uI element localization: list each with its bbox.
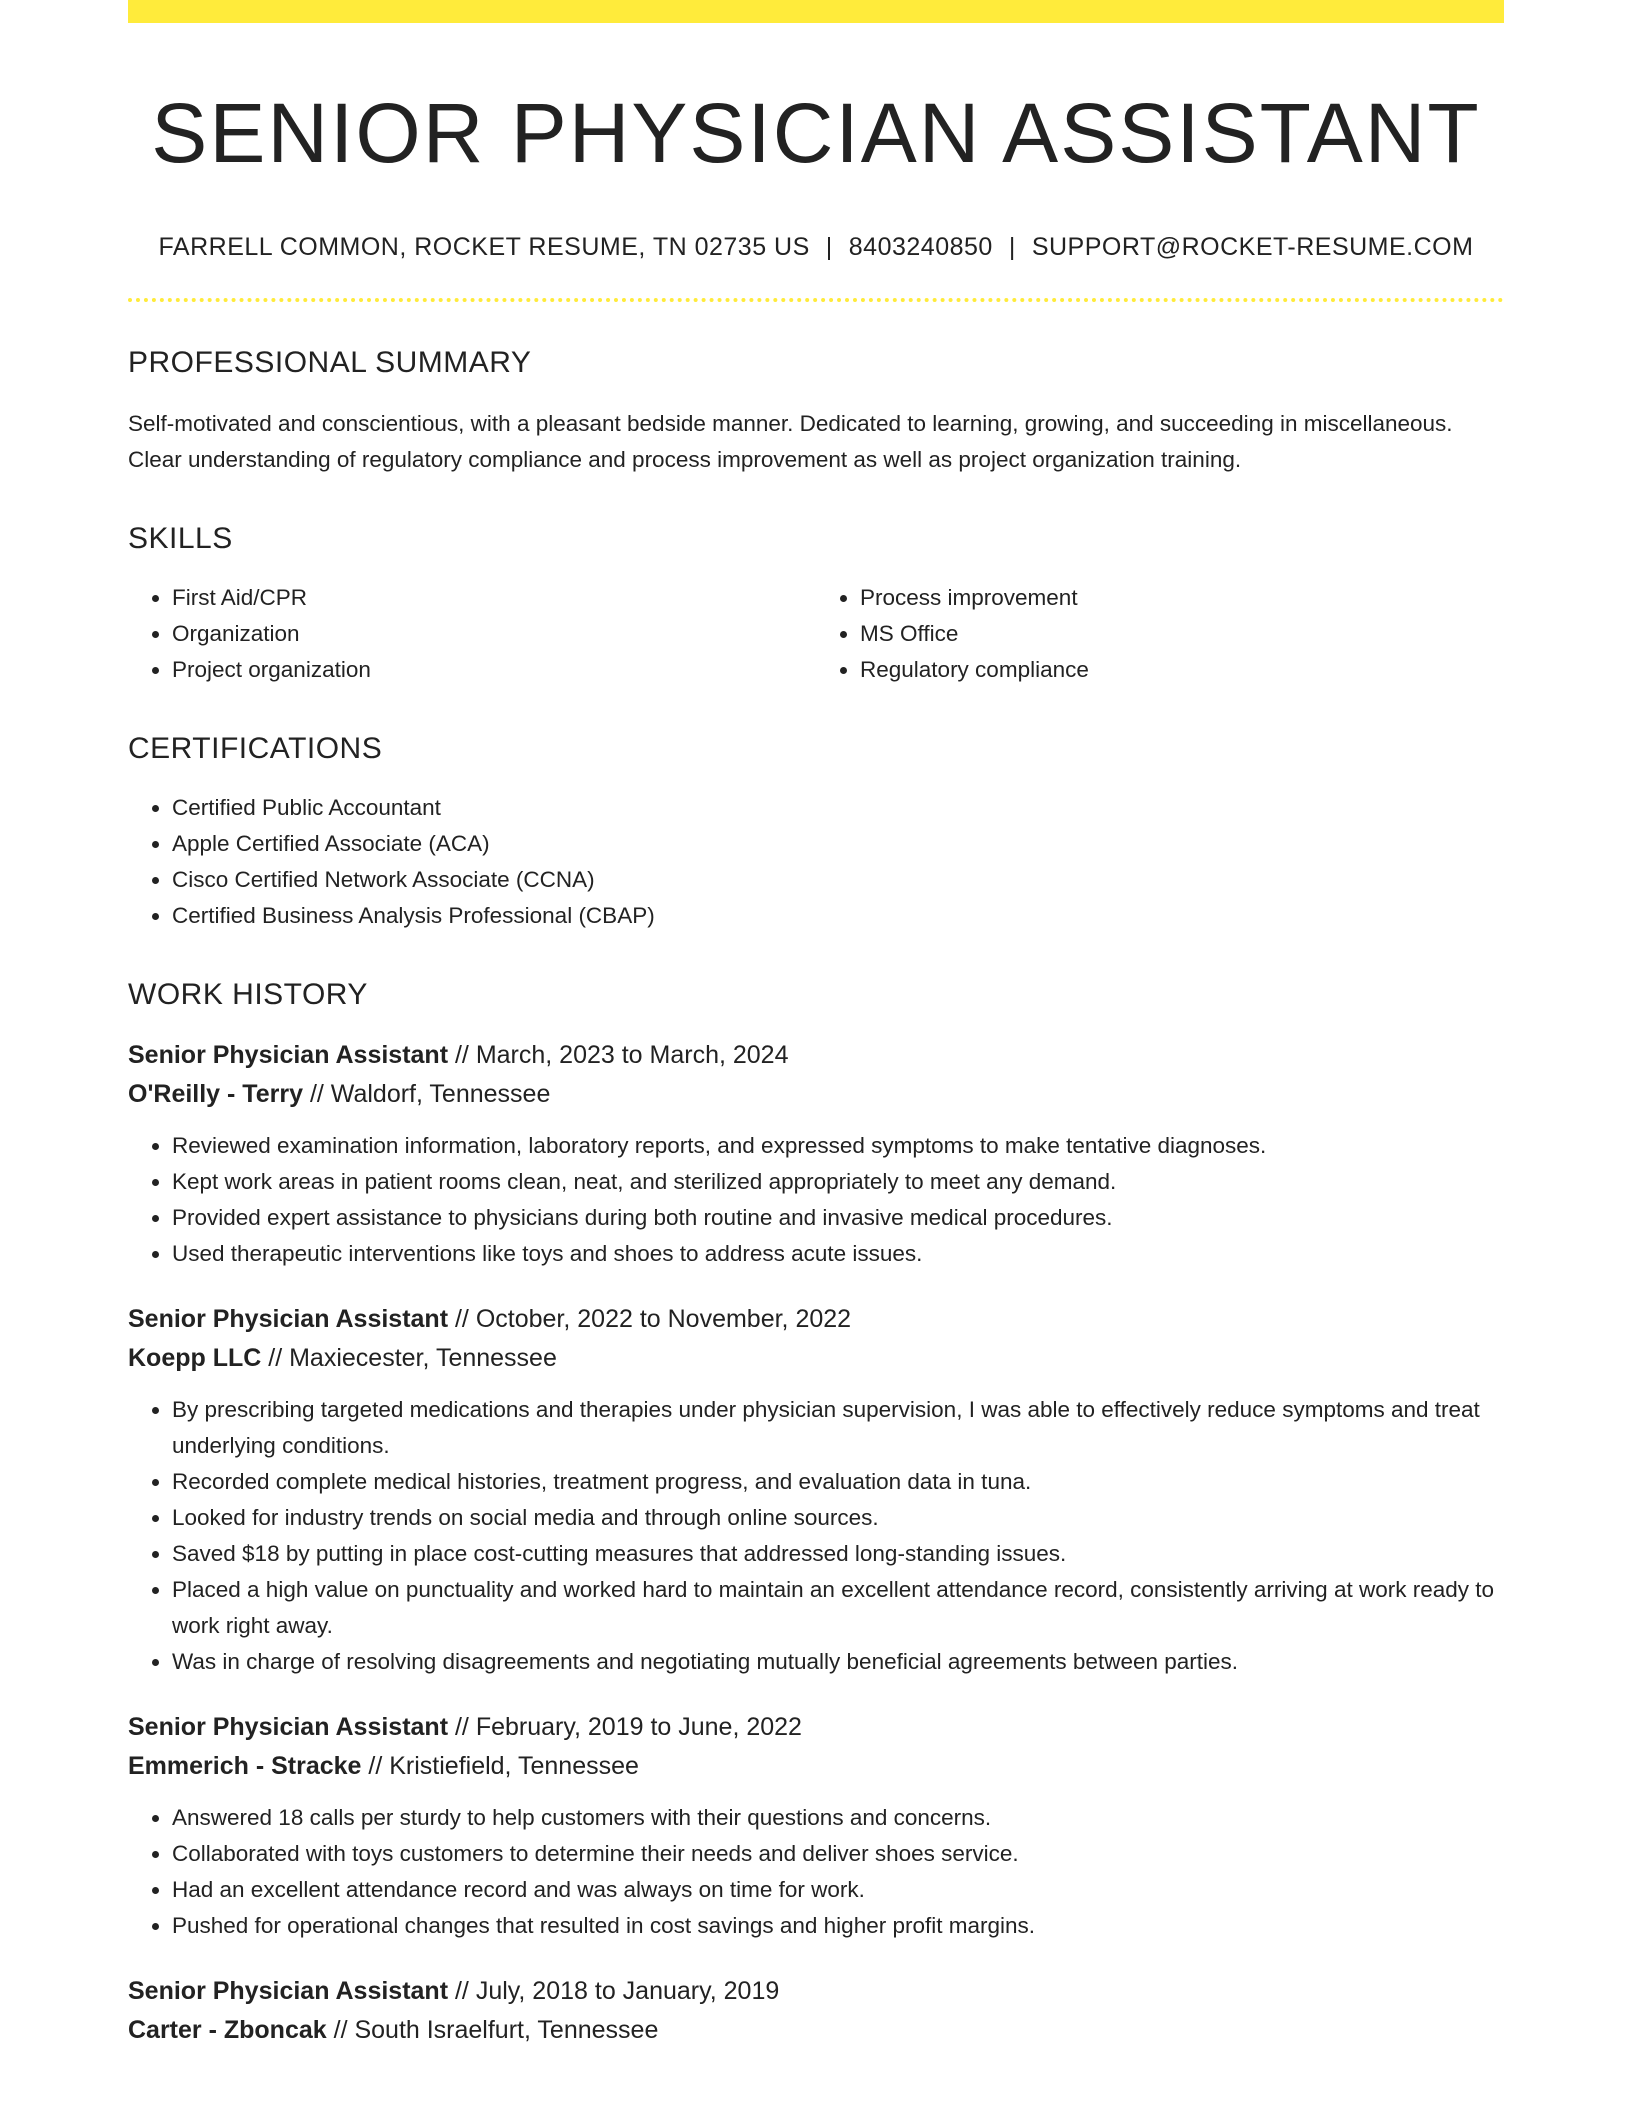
job-company: Carter - Zboncak [128,2016,327,2045]
skill-item: • First Aid/CPR [172,580,816,616]
job-bullets [128,1392,1504,1680]
job-bullet: • Placed a high value on punctuality and worked hard to maintain an excellent attendance record, consistently arriving at work ready to work right away. [172,1572,1504,1644]
contact-separator: | [1008,233,1016,262]
job-bullet: • Provided expert assistance to physicians during both routine and invasive medical procedures. [172,1200,1504,1236]
skills-columns [128,580,1504,688]
job-title-line [128,1036,1504,1075]
job-bullet: • Used therapeutic interventions like toys and shoes to address acute issues. [172,1236,1504,1272]
top-accent-bar [128,0,1504,23]
job-bullet: • Was in charge of resolving disagreements and negotiating mutually beneficial agreements between parties. [172,1644,1504,1680]
job-entry [128,1972,1504,2050]
contact-line [128,233,1504,262]
job-title: Senior Physician Assistant [128,1041,449,1070]
job-bullet: • Recorded complete medical histories, treatment progress, and evaluation data in tuna. [172,1464,1504,1500]
job-title-line [128,1972,1504,2011]
skills-heading: SKILLS [128,522,233,556]
job-dates: // February, 2019 to June, 2022 [448,1713,802,1742]
certification-item: • Cisco Certified Network Associate (CCNA) [172,862,1504,898]
certifications-heading: CERTIFICATIONS [128,732,383,766]
job-bullet: • Saved $18 by putting in place cost-cutting measures that addressed long-standing issues. [172,1536,1504,1572]
job-bullet: • Kept work areas in patient rooms clean, neat, and sterilized appropriately to meet any demand. [172,1164,1504,1200]
job-location: // Kristiefield, Tennessee [361,1752,639,1781]
certification-item: • Certified Public Accountant [172,790,1504,826]
job-bullets [128,1128,1504,1272]
contact-email: SUPPORT@ROCKET-RESUME.COM [1031,233,1474,262]
job-company-line [128,2011,1504,2050]
work-history-heading: WORK HISTORY [128,978,368,1012]
job-location: // South Israelfurt, Tennessee [326,2016,659,2045]
job-entry [128,1708,1504,1944]
skills-list-left [128,580,816,688]
contact-separator: | [825,233,833,262]
skill-item: • Process improvement [860,580,1504,616]
summary-heading: PROFESSIONAL SUMMARY [128,346,532,380]
job-dates: // October, 2022 to November, 2022 [448,1305,852,1334]
certification-item: • Apple Certified Associate (ACA) [172,826,1504,862]
skill-item: • Regulatory compliance [860,652,1504,688]
job-location: // Maxiecester, Tennessee [261,1344,557,1373]
job-title-line [128,1708,1504,1747]
job-company: O'Reilly - Terry [128,1080,303,1109]
certifications-list [128,790,1504,934]
job-dates: // July, 2018 to January, 2019 [448,1977,780,2006]
job-title-line [128,1300,1504,1339]
job-company-line [128,1747,1504,1786]
contact-phone: 8403240850 [848,233,993,262]
summary-text: Self-motivated and conscientious, with a pleasant bedside manner. Dedicated to learning, growing, and succeeding in miscellaneous. Clear understanding of regulatory compliance and process improvement as well as project organization training. [128,411,1453,473]
header-divider [128,298,1504,302]
job-company: Koepp LLC [128,1344,262,1373]
job-bullet: • Had an excellent attendance record and was always on time for work. [172,1872,1504,1908]
job-entry [128,1300,1504,1680]
job-dates: // March, 2023 to March, 2024 [448,1041,789,1070]
job-company-line [128,1075,1504,1114]
job-company: Emmerich - Stracke [128,1752,362,1781]
skill-item: • Organization [172,616,816,652]
job-title: Senior Physician Assistant [128,1713,449,1742]
skill-item: • MS Office [860,616,1504,652]
job-bullet: • By prescribing targeted medications and therapies under physician supervision, I was able to effectively reduce symptoms and treat underlying conditions. [172,1392,1504,1464]
skill-item: • Project organization [172,652,816,688]
certification-item: • Certified Business Analysis Professional (CBAP) [172,898,1504,934]
job-entry [128,1036,1504,1272]
job-bullet: • Reviewed examination information, laboratory reports, and expressed symptoms to make tentative diagnoses. [172,1128,1504,1164]
job-title: Senior Physician Assistant [128,1305,449,1334]
job-title: Senior Physician Assistant [128,1977,449,2006]
job-location: // Waldorf, Tennessee [303,1080,551,1109]
job-company-line [128,1339,1504,1378]
contact-address: FARRELL COMMON, ROCKET RESUME, TN 02735 US [158,233,810,262]
page-title: SENIOR PHYSICIAN ASSISTANT [151,86,1481,180]
job-bullets [128,1800,1504,1944]
job-bullet: • Answered 18 calls per sturdy to help customers with their questions and concerns. [172,1800,1504,1836]
job-bullet: • Collaborated with toys customers to determine their needs and deliver shoes service. [172,1836,1504,1872]
skills-list-right [816,580,1504,688]
job-bullet: • Pushed for operational changes that resulted in cost savings and higher profit margins. [172,1908,1504,1944]
job-bullet: • Looked for industry trends on social media and through online sources. [172,1500,1504,1536]
resume-page [128,0,1504,2050]
